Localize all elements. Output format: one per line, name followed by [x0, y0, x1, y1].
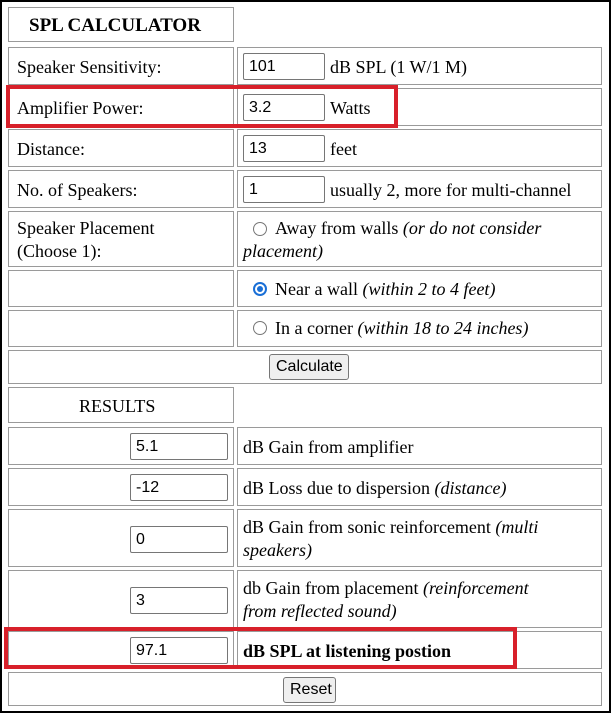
placement-option-away	[275, 217, 541, 240]
sensitivity-input-cell	[237, 47, 602, 85]
placement-gain-output[interactable]: 3	[130, 587, 228, 614]
placement-label-line1: Speaker Placement	[17, 218, 155, 238]
radio-away-from-walls[interactable]	[253, 222, 267, 236]
power-unit: Watts	[330, 98, 371, 118]
calculator-title-cell	[8, 7, 234, 42]
sonic-reinforcement-output[interactable]: 0	[130, 526, 228, 553]
dispersion-loss-output[interactable]: -12	[130, 474, 228, 501]
speakers-label-cell	[8, 170, 234, 208]
corner-note: (within 18 to 24 inches)	[357, 318, 529, 338]
wall-label: Near a wall	[275, 279, 358, 299]
placement-gain-note-line2: from reflected sound)	[243, 601, 397, 621]
spl-label: dB SPL at listening postion	[243, 641, 452, 661]
dispersion-loss-note: (distance)	[434, 478, 507, 498]
reset-row	[8, 672, 602, 706]
dispersion-loss-label	[243, 477, 506, 500]
results-header: RESULTS	[79, 396, 156, 416]
power-label: Amplifier Power:	[17, 98, 144, 118]
sonic-reinforcement-label	[243, 516, 538, 539]
sonic-reinforcement-note-line1: (multi	[495, 517, 539, 537]
results-header-cell	[8, 387, 234, 423]
amplifier-gain-value-cell	[8, 427, 234, 465]
distance-unit: feet	[330, 139, 357, 159]
placement-label-line2: (Choose 1):	[17, 241, 102, 261]
placement-option-away-cell	[237, 211, 602, 267]
placement-gain-label	[243, 577, 529, 600]
amplifier-gain-label: dB Gain from amplifier	[243, 437, 414, 457]
speakers-input-cell	[237, 170, 602, 208]
amplifier-power-highlight	[6, 85, 398, 128]
speakers-input[interactable]: 1	[243, 176, 325, 203]
placement-option-corner	[275, 317, 528, 340]
sonic-reinforcement-note-line2: speakers)	[243, 540, 312, 560]
amplifier-gain-label-cell	[237, 427, 602, 465]
dispersion-loss-text: dB Loss due to dispersion	[243, 478, 430, 498]
calculate-button[interactable]: Calculate	[269, 354, 349, 380]
dispersion-loss-value-cell	[8, 468, 234, 506]
placement-option-wall-cell	[237, 270, 602, 307]
radio-near-a-wall[interactable]	[253, 282, 267, 296]
sensitivity-label-cell	[8, 47, 234, 85]
spl-result-highlight	[4, 627, 517, 669]
spl-output[interactable]: 97.1	[130, 637, 228, 664]
sonic-reinforcement-label-cell	[237, 509, 602, 567]
distance-label-cell	[8, 129, 234, 167]
distance-label: Distance:	[17, 139, 85, 159]
radio-in-a-corner[interactable]	[253, 321, 267, 335]
power-input[interactable]: 3.2	[243, 94, 325, 121]
calculator-title: SPL CALCULATOR	[29, 15, 201, 36]
sensitivity-label: Speaker Sensitivity:	[17, 57, 162, 77]
reset-button[interactable]: Reset	[283, 677, 336, 703]
sensitivity-unit: dB SPL (1 W/1 M)	[330, 57, 468, 77]
placement-gain-value-cell	[8, 570, 234, 628]
corner-label: In a corner	[275, 318, 353, 338]
placement-option-corner-cell	[237, 310, 602, 347]
placement-label-cell	[8, 211, 234, 267]
distance-input[interactable]: 13	[243, 135, 325, 162]
sonic-reinforcement-text: dB Gain from sonic reinforcement	[243, 517, 491, 537]
placement-gain-label-cell	[237, 570, 602, 628]
sensitivity-input[interactable]: 101	[243, 53, 325, 80]
wall-note: (within 2 to 4 feet)	[362, 279, 496, 299]
away-note-line2: placement)	[243, 241, 323, 261]
speakers-label: No. of Speakers:	[17, 180, 138, 200]
placement-spacer-cell	[8, 310, 234, 347]
dispersion-loss-label-cell	[237, 468, 602, 506]
speakers-hint: usually 2, more for multi-channel	[330, 180, 572, 200]
placement-spacer-cell	[8, 270, 234, 307]
amplifier-gain-output[interactable]: 5.1	[130, 433, 228, 460]
placement-option-wall	[275, 278, 495, 301]
away-label: Away from walls	[275, 218, 399, 238]
placement-gain-note-line1: (reinforcement	[422, 578, 529, 598]
away-note-line1: (or do not consider	[402, 218, 542, 238]
sonic-reinforcement-value-cell	[8, 509, 234, 567]
distance-input-cell	[237, 129, 602, 167]
placement-gain-text: db Gain from placement	[243, 578, 419, 598]
calculate-row	[8, 350, 602, 384]
